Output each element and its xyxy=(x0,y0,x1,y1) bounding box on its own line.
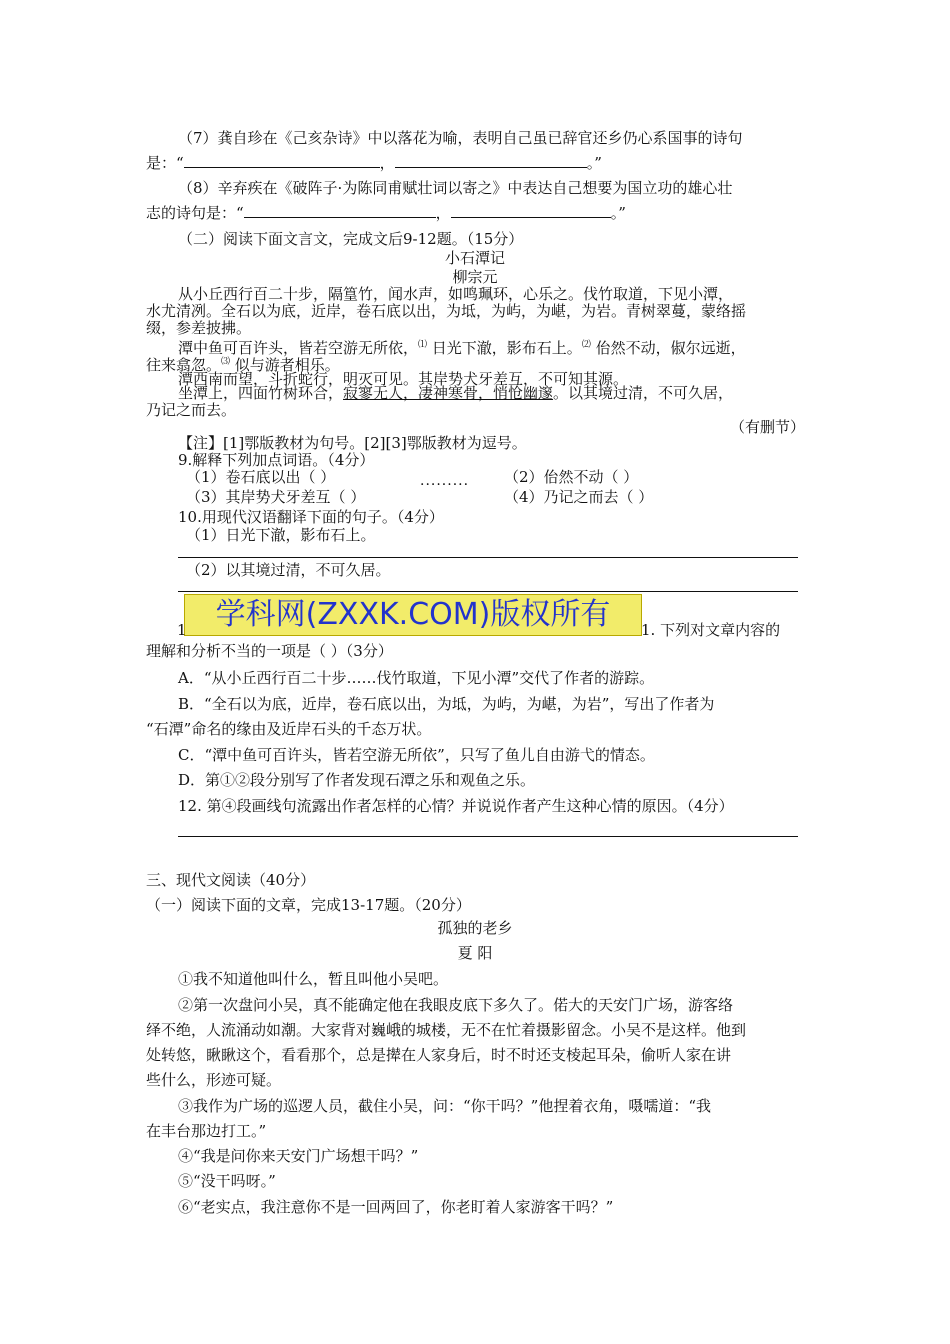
p2-text-e: 似与游者相乐。 xyxy=(230,356,340,374)
q10-sentence-2: （2）以其境过清，不可久居。 xyxy=(186,561,391,579)
footnote-mark-3: ⑶ xyxy=(221,357,231,367)
q9-item-2: （2）佁然不动（ ） xyxy=(504,468,639,486)
classical-p1-line3: 缀，参差披拂。 xyxy=(146,319,252,337)
abridged-note: （有删节） xyxy=(730,418,806,436)
essay-p2-line1: ②第一次盘问小吴，真不能确定他在我眼皮底下多久了。偌大的天安门广场，游客络 xyxy=(178,996,734,1014)
q8-line2 xyxy=(146,203,626,223)
q11-fragment-left: 1 xyxy=(177,621,187,639)
footnote-mark-2: ⑵ xyxy=(581,340,591,350)
q11-option-d: D．第①②段分别写了作者发现石潭之乐和观鱼之乐。 xyxy=(178,771,536,789)
q11-option-b-line2: “石潭”命名的缘由及近岸石头的千态万状。 xyxy=(146,720,432,738)
q8-line1: （8）辛弃疾在《破阵子·为陈同甫赋壮词以寄之》中表达自己想要为国立功的雄心壮 xyxy=(178,179,733,197)
q7-line1: （7）龚自珍在《己亥杂诗》中以落花为喻，表明自己虽已辞官还乡仍心系国事的诗句 xyxy=(178,129,743,147)
section2-heading: （二）阅读下面文言文，完成文后9-12题。（15分） xyxy=(178,230,524,248)
part3-sub-heading: （一）阅读下面的文章，完成13-17题。（20分） xyxy=(146,896,471,914)
classical-p1-line2: 水尤清冽。全石以为底，近岸，卷石底以出，为坻，为屿，为嵁，为岩。青树翠蔓，蒙络摇 xyxy=(146,302,747,320)
p4-text-b: 。以其境过清，不可久居， xyxy=(553,384,734,402)
q9-item-3: （3）其岸势犬牙差互（ ） xyxy=(186,488,366,506)
q7-end: 。” xyxy=(586,154,602,172)
q8-prefix: 志的诗句是：“ xyxy=(146,204,244,222)
essay-p2-line2: 绎不绝，人流涌动如潮。大家背对巍峨的城楼，无不在忙着摄影留念。小吴不是这样。他到 xyxy=(146,1021,747,1039)
classical-p3: 潭西南而望，斗折蛇行，明灭可见。其岸势犬牙差互，不可知其源。 xyxy=(178,370,629,388)
footnote-mark-1: ⑴ xyxy=(418,340,428,350)
classical-p4-line2: 乃记之而去。 xyxy=(146,401,237,419)
q11-option-c: C．“潭中鱼可百许头，皆若空游无所依”，只写了鱼儿自由游弋的情态。 xyxy=(178,746,655,764)
p4-underlined-sentence: 寂寥无人，凄神寒骨，悄怆幽邃 xyxy=(343,384,554,402)
q7-prefix: 是：“ xyxy=(146,154,184,172)
q9-stem: 9.解释下列加点词语。（4分） xyxy=(178,451,375,469)
q12-stem: 12. 第④段画线句流露出作者怎样的心情？并说说作者产生这种心情的原因。（4分） xyxy=(178,797,734,815)
q7-blank-1[interactable] xyxy=(184,153,380,168)
q11-option-a: A．“从小丘西行百二十步……伐竹取道，下见小潭”交代了作者的游踪。 xyxy=(178,669,655,687)
classical-title: 小石潭记 xyxy=(444,249,505,267)
essay-p3-line1: ③我作为广场的巡逻人员，截住小吴，问：“你干吗？”他捏着衣角，嗫嚅道：“我 xyxy=(178,1097,712,1115)
p2-text-a: 潭中鱼可百许头，皆若空游无所依， xyxy=(178,339,419,357)
q11-fragment-right: 1. 下列对文章内容的 xyxy=(641,621,781,639)
q7-line2 xyxy=(146,153,602,173)
q10-sentence-1: （1）日光下澈，影布石上。 xyxy=(186,526,376,544)
p2-text-d: 往来翕忽。 xyxy=(146,356,222,374)
p2-text-c: 佁然不动，俶尔远逝， xyxy=(590,339,746,357)
q10-stem: 10.用现代汉语翻译下面的句子。（4分） xyxy=(178,508,444,526)
q11-option-b-line1: B．“全石以为底，近岸，卷石底以出，为坻，为屿，为嵁，为岩”，写出了作者为 xyxy=(178,695,715,713)
classical-p4-line1 xyxy=(178,383,733,403)
q8-sep: ， xyxy=(435,204,451,222)
q8-end: 。” xyxy=(610,204,626,222)
q10-answer-line-2[interactable] xyxy=(178,591,798,592)
essay-p3-line2: 在丰台那边打工。” xyxy=(146,1122,267,1140)
q7-blank-2[interactable] xyxy=(395,153,587,168)
essay-author: 夏 阳 xyxy=(457,944,493,962)
essay-p5: ⑤“没干吗呀。” xyxy=(178,1172,276,1190)
emphasis-dots: ········· xyxy=(420,477,470,493)
q8-blank-2[interactable] xyxy=(451,203,611,218)
p2-text-b: 日光下澈，影布石上。 xyxy=(427,339,582,357)
essay-p1: ①我不知道他叫什么，暂且叫他小吴吧。 xyxy=(178,970,449,988)
q7-sep: ， xyxy=(379,154,395,172)
classical-author: 柳宗元 xyxy=(452,268,498,286)
essay-title: 孤独的老乡 xyxy=(437,919,513,937)
q10-answer-line-1[interactable] xyxy=(178,557,798,558)
watermark-banner: 学科网(ZXXK.COM)版权所有 xyxy=(184,594,642,636)
part3-heading: 三、现代文阅读（40分） xyxy=(146,871,316,889)
q9-item-1: （1）卷石底以出（ ） xyxy=(186,468,336,486)
classical-p1-line1: 从小丘西行百二十步，隔篁竹，闻水声，如鸣珮环，心乐之。伐竹取道，下见小潭， xyxy=(178,285,734,303)
essay-p4: ④“我是问你来天安门广场想干吗？” xyxy=(178,1147,419,1165)
q8-blank-1[interactable] xyxy=(244,203,436,218)
essay-p2-line3: 处转悠，瞅瞅这个，看看那个，总是撵在人家身后，时不时还支棱起耳朵，偷听人家在讲 xyxy=(146,1046,732,1064)
q12-answer-line[interactable] xyxy=(178,836,798,837)
q9-item-4: （4）乃记之而去（ ） xyxy=(504,488,654,506)
classical-note: 【注】[1]鄂版教材为句号。[2][3]鄂版教材为逗号。 xyxy=(178,434,527,452)
p4-text-a: 坐潭上，四面竹树环合， xyxy=(178,384,344,402)
essay-p2-line4: 些什么，形迹可疑。 xyxy=(146,1071,282,1089)
essay-p6: ⑥“老实点，我注意你不是一回两回了，你老盯着人家游客干吗？” xyxy=(178,1198,614,1216)
q11-line2: 理解和分析不当的一项是（ ）（3分） xyxy=(146,642,393,660)
